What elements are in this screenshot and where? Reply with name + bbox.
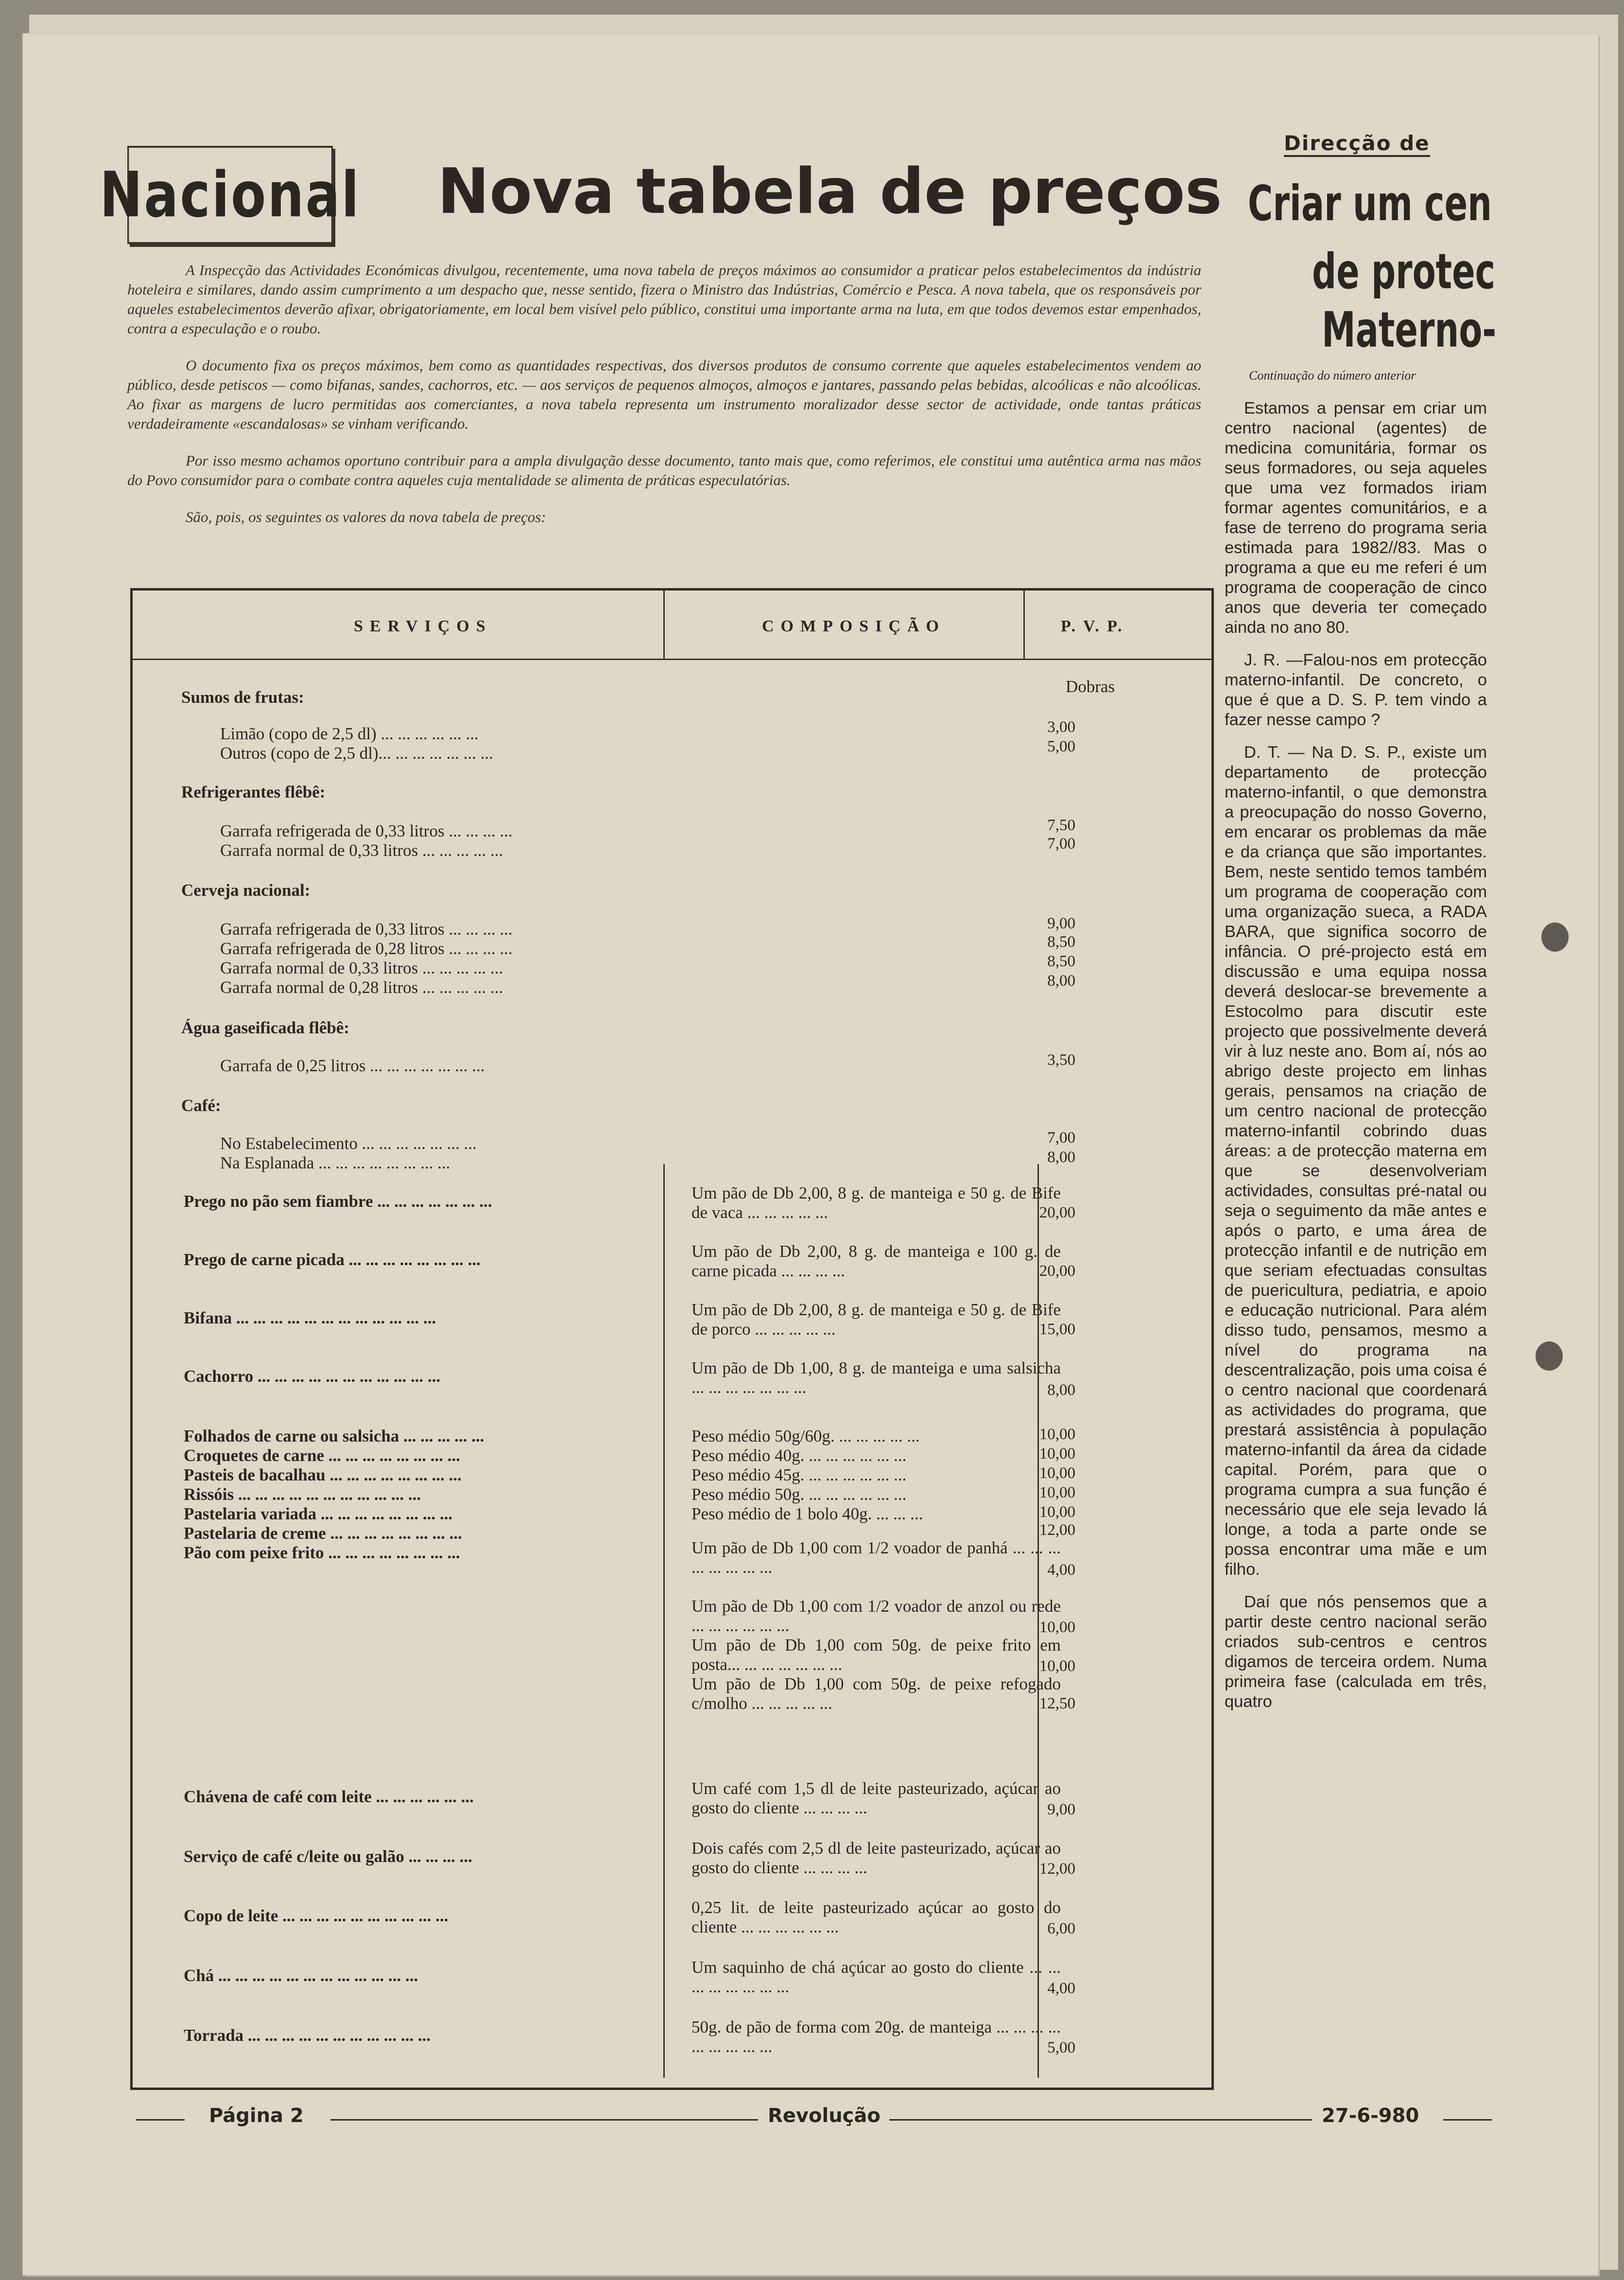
row-price: 9,00 — [1047, 915, 1075, 932]
table-row: Pastelaria de creme ... ... ... ... ... ... ... ... — [184, 1524, 462, 1543]
table-row: Garrafa refrigerada de 0,33 litros ... ... ... ... — [220, 920, 513, 939]
table-row: Garrafa normal de 0,33 litros ... ... ... ... ... — [220, 958, 503, 977]
row-price: 6,00 — [1047, 1920, 1075, 1937]
sidebar-paragraph: D. T. — Na D. S. P., existe um departamento de protecção materno-infantil, o que demonstra a preocupação do nosso Governo, em encarar os problemas da mãe e da criança que são importantes. Bem, neste sentido temos também um programa de cooperação com uma organização sueca, a RADA BARA, que significa socorro de infância. O pré-projecto está em discussão e uma equipa nossa deverá deslocar-se brevemente a Estocolmo para discutir este projecto que possivelmente deverá vir à luz neste ano. Bom aí, nós ao abrigo deste projecto em linhas gerais, pensamos na criação de um centro nacional de protecção materno-infantil cobrindo duas áreas: a de protecção materna em que se desenvolveriam actividades, consultas pré-natal ou seja o seguimento da mãe antes e após o parto, e uma área de protecção infantil e de nutrição em que seriam efectuadas consultas de puericultura, pediatria, e apoio e educação nutricional. Para além disso tudo, pensamos, mesmo a nível do programa na descentralização, pois uma coisa é o centro nacional que coordenará as actividades do programa, que prestará assistência à população materno-infantil da área da cidade capital. Porém, para que o programa cumpra a sua função é necessário que ele seja levado lá longe, a toda a parte onde se possa encontrar uma mãe e um filho. — [1225, 743, 1487, 1579]
header-services: SERVIÇOS — [354, 617, 492, 635]
row-price: 12,50 — [1039, 1695, 1075, 1712]
row-composition: Um pão de Db 1,00 com 50g. de peixe refogado c/molho ... ... ... ... ... — [691, 1674, 1061, 1713]
row-composition: Dois cafés com 2,5 dl de leite pasteurizado, açúcar ao gosto do cliente ... ... ... ... — [691, 1839, 1061, 1877]
row-price: 8,00 — [1047, 1149, 1075, 1166]
continued-note: Continuação do número anterior — [1249, 368, 1416, 383]
row-composition: Um pão de Db 2,00, 8 g. de manteiga e 50 g. de Bife de vaca ... ... ... ... ... — [691, 1184, 1061, 1222]
category-heading: Refrigerantes flêbê: — [181, 783, 326, 801]
category-heading: Cerveja nacional: — [181, 881, 311, 900]
row-price: 15,00 — [1039, 1321, 1075, 1338]
table-row: Torrada ... ... ... ... ... ... ... ... ... ... ... — [184, 2026, 431, 2045]
table-row: Rissóis ... ... ... ... ... ... ... ... ... ... ... — [184, 1485, 421, 1504]
header-composition: COMPOSIÇÃO — [762, 617, 946, 635]
row-composition: Um pão de Db 1,00 com 1/2 voador de panhá ... ... ... ... ... ... ... ... — [691, 1538, 1061, 1577]
column-divider — [663, 591, 665, 659]
page-footer — [131, 2105, 1492, 2134]
row-price: 12,00 — [1039, 1521, 1075, 1539]
sidebar-paragraph: Daí que nós pensemos que a partir deste centro nacional serão criados sub-centros e centros digamos de terceira ordem. Numa primeira fase (calculada em três, quatro — [1225, 1593, 1487, 1711]
row-price: 12,00 — [1039, 1860, 1075, 1878]
table-row: No Estabelecimento ... ... ... ... ... ... ... — [220, 1134, 477, 1153]
row-price: 3,00 — [1047, 718, 1075, 736]
sidebar-title-line: de protec — [1312, 243, 1496, 300]
table-row: Prego de carne picada ... ... ... ... ... ... ... ... — [184, 1250, 481, 1269]
table-row: Garrafa refrigerada de 0,33 litros ... ... ... ... — [220, 821, 513, 840]
sidebar-paragraph: J. R. —Falou-nos em protecção materno-infantil. De concreto, o que é que a D. S. P. tem vindo a fazer nesse campo ? — [1225, 651, 1487, 729]
row-price: 3,50 — [1047, 1051, 1075, 1069]
category-heading: Água gaseificada flêbê: — [181, 1018, 350, 1037]
intro-paragraph: São, pois, os seguintes os valores da nova tabela de preços: — [186, 508, 546, 525]
row-composition: Peso médio 50g/60g. ... ... ... ... ... — [691, 1427, 920, 1445]
issue-date: 27-6-980 — [1312, 2105, 1429, 2127]
row-price: 20,00 — [1039, 1262, 1075, 1280]
column-divider — [1023, 591, 1025, 659]
table-row: Croquetes de carne ... ... ... ... ... ... ... ... — [184, 1446, 461, 1465]
sidebar-paragraph: Estamos a pensar em criar um centro nacional (agentes) de medicina comunitária, formar os seus formadores, ou seja aqueles que uma vez formados iriam formar agentes comunitários, e a fase de terreno do programa seria estimada para 1982//83. Mas o programa a que eu me referi é um programa de cooperação de cinco anos que deveria ter começado ainda no ano 80. — [1225, 399, 1487, 637]
punch-hole — [1541, 922, 1569, 952]
row-price: 8,50 — [1047, 933, 1075, 951]
table-row: Cachorro ... ... ... ... ... ... ... ... ... ... ... — [184, 1367, 441, 1386]
punch-hole — [1536, 1341, 1563, 1371]
row-price: 10,00 — [1039, 1464, 1075, 1482]
footer-rule — [1443, 2119, 1492, 2121]
table-row: Garrafa de 0,25 litros ... ... ... ... ... ... ... — [220, 1056, 485, 1075]
row-price: 10,00 — [1039, 1426, 1075, 1443]
row-composition: Um pão de Db 1,00 com 1/2 voador de anzol ou rede ... ... ... ... ... ... — [691, 1597, 1061, 1635]
row-composition: Peso médio 50g. ... ... ... ... ... ... — [691, 1485, 907, 1504]
row-composition: Peso médio de 1 bolo 40g. ... ... ... — [691, 1504, 923, 1523]
row-composition: 0,25 lit. de leite pasteurizado açúcar ao gosto do cliente ... ... ... ... ... ... — [691, 1898, 1061, 1936]
table-row: Garrafa normal de 0,28 litros ... ... ... ... ... — [220, 978, 503, 997]
row-price: 8,50 — [1047, 953, 1075, 970]
table-row: Garrafa normal de 0,33 litros ... ... ... ... ... — [220, 841, 503, 860]
row-composition: Um pão de Db 1,00 com 50g. de peixe frito em posta... ... ... ... ... ... ... — [691, 1636, 1061, 1674]
sidebar-kicker: Direcção de — [1284, 131, 1430, 157]
row-composition: Peso médio 40g. ... ... ... ... ... ... — [691, 1446, 907, 1465]
row-price: 10,00 — [1039, 1503, 1075, 1521]
category-heading: Sumos de frutas: — [181, 688, 304, 707]
row-price: 5,00 — [1047, 738, 1075, 755]
newspaper-name: Revolução — [758, 2105, 890, 2127]
price-table — [130, 588, 1214, 2090]
page-headline: Nova tabela de preços — [437, 156, 1222, 228]
table-row: Outros (copo de 2,5 dl)... ... ... ... ... ... ... — [220, 744, 493, 763]
category-heading: Café: — [181, 1096, 221, 1115]
table-row: Serviço de café c/leite ou galão ... ... ... ... — [184, 1847, 472, 1866]
table-row: Prego no pão sem fiambre ... ... ... ... ... ... ... — [184, 1192, 492, 1211]
row-composition: 50g. de pão de forma com 20g. de manteiga ... ... ... ... ... ... ... ... ... — [691, 2018, 1061, 2056]
row-composition: Peso médio 45g. ... ... ... ... ... ... — [691, 1465, 907, 1484]
table-row: Pasteis de bacalhau ... ... ... ... ... ... ... ... — [184, 1465, 462, 1484]
section-label: Nacional — [127, 146, 333, 244]
row-price: 5,00 — [1047, 2039, 1075, 2056]
header-rule — [133, 659, 1211, 660]
row-composition: Um café com 1,5 dl de leite pasteurizado, açúcar ao gosto do cliente ... ... ... ... — [691, 1779, 1061, 1817]
row-price: 4,00 — [1047, 1561, 1075, 1579]
table-row: Chávena de café com leite ... ... ... ... ... ... — [184, 1787, 474, 1806]
table-row: Bifana ... ... ... ... ... ... ... ... ... ... ... ... — [184, 1308, 436, 1327]
header-price: P. V. P. — [1061, 617, 1124, 635]
table-row: Limão (copo de 2,5 dl) ... ... ... ... ... ... — [220, 724, 479, 743]
row-composition: Um pão de Db 1,00, 8 g. de manteiga e uma salsicha ... ... ... ... ... ... ... — [691, 1358, 1061, 1397]
intro-paragraph: A Inspecção das Actividades Económicas divulgou, recentemente, uma nova tabela de preços máximos ao consumidor a praticar pelos estabelecimentos da indústria hoteleira e similares, dando assim cumprimento a um despacho que, nesse sentido, fizera o Ministro das Indústrias, Comércio e Pesca. A nova tabela, que os responsáveis por aqueles estabelecimentos deverão afixar, obrigatoriamente, em local bem visível pelo público, constitui uma importante arma na luta, em que todos devemos estar empenhados, contra a especulação e o roubo. — [127, 261, 1201, 337]
sidebar-title-line: Criar um cen — [1248, 175, 1492, 232]
table-row: Pastelaria variada ... ... ... ... ... ... ... ... — [184, 1504, 453, 1523]
intro-paragraph: Por isso mesmo achamos oportuno contribuir para a ampla divulgação desse documento, tanto mais que, como referimos, ele constitui uma autêntica arma nas mãos do Povo consumidor para o combate contra aqueles cuja mentalidade se alimenta de práticas especulatórias. — [127, 452, 1201, 488]
sidebar-article — [1225, 399, 1487, 1724]
row-price: 10,00 — [1039, 1619, 1075, 1636]
table-row: Folhados de carne ou salsicha ... ... ... ... ... — [184, 1427, 484, 1445]
table-row: Na Esplanada ... ... ... ... ... ... ... ... — [220, 1153, 450, 1172]
row-price: 7,50 — [1047, 817, 1075, 834]
row-price: 20,00 — [1039, 1204, 1075, 1221]
row-price: 10,00 — [1039, 1445, 1075, 1462]
intro-paragraph: O documento fixa os preços máximos, bem como as quantidades respectivas, dos diversos produtos de consumo corrente que aqueles estabelecimentos vendem ao público, desde petiscos — como bifanas, sandes, cachorros, etc. — aos serviços de pequenos almoços, almoços e jantares, passando pelas bebidas, alcoólicas e não alcoólicas. Ao fixar as margens de lucro permitidas aos comerciantes, a nova tabela representa um instrumento moralizador desse sector de actividade, onde tantas práticas verdadeiramente «escandalosas» se vinham verificando. — [127, 357, 1201, 432]
row-price: 8,00 — [1047, 1381, 1075, 1399]
table-row: Copo de leite ... ... ... ... ... ... ... ... ... ... — [184, 1906, 449, 1925]
row-composition: Um pão de Db 2,00, 8 g. de manteiga e 50 g. de Bife de porco ... ... ... ... ... — [691, 1300, 1061, 1339]
table-row: Garrafa refrigerada de 0,28 litros ... ... ... ... — [220, 939, 513, 958]
row-price: 7,00 — [1047, 835, 1075, 853]
row-price: 9,00 — [1047, 1801, 1075, 1818]
row-price: 8,00 — [1047, 972, 1075, 990]
sidebar-title-line: Materno- — [1322, 301, 1497, 358]
row-price: 7,00 — [1047, 1129, 1075, 1147]
row-price: 10,00 — [1039, 1484, 1075, 1501]
currency-label: Dobras — [1066, 677, 1115, 696]
row-price: 4,00 — [1047, 1980, 1075, 1997]
table-row: Pão com peixe frito ... ... ... ... ... ... ... ... — [184, 1543, 460, 1562]
table-row: Chá ... ... ... ... ... ... ... ... ... ... ... ... — [184, 1966, 418, 1985]
row-composition: Um saquinho de chá açúcar ao gosto do cliente ... ... ... ... ... ... ... ... — [691, 1958, 1061, 1996]
column-divider — [663, 1164, 665, 2078]
footer-rule — [136, 2119, 185, 2121]
intro-text — [127, 261, 1201, 527]
row-composition: Um pão de Db 2,00, 8 g. de manteiga e 100 g. de carne picada ... ... ... ... — [691, 1242, 1061, 1280]
row-price: 10,00 — [1039, 1657, 1075, 1675]
page-number: Página 2 — [209, 2105, 304, 2127]
